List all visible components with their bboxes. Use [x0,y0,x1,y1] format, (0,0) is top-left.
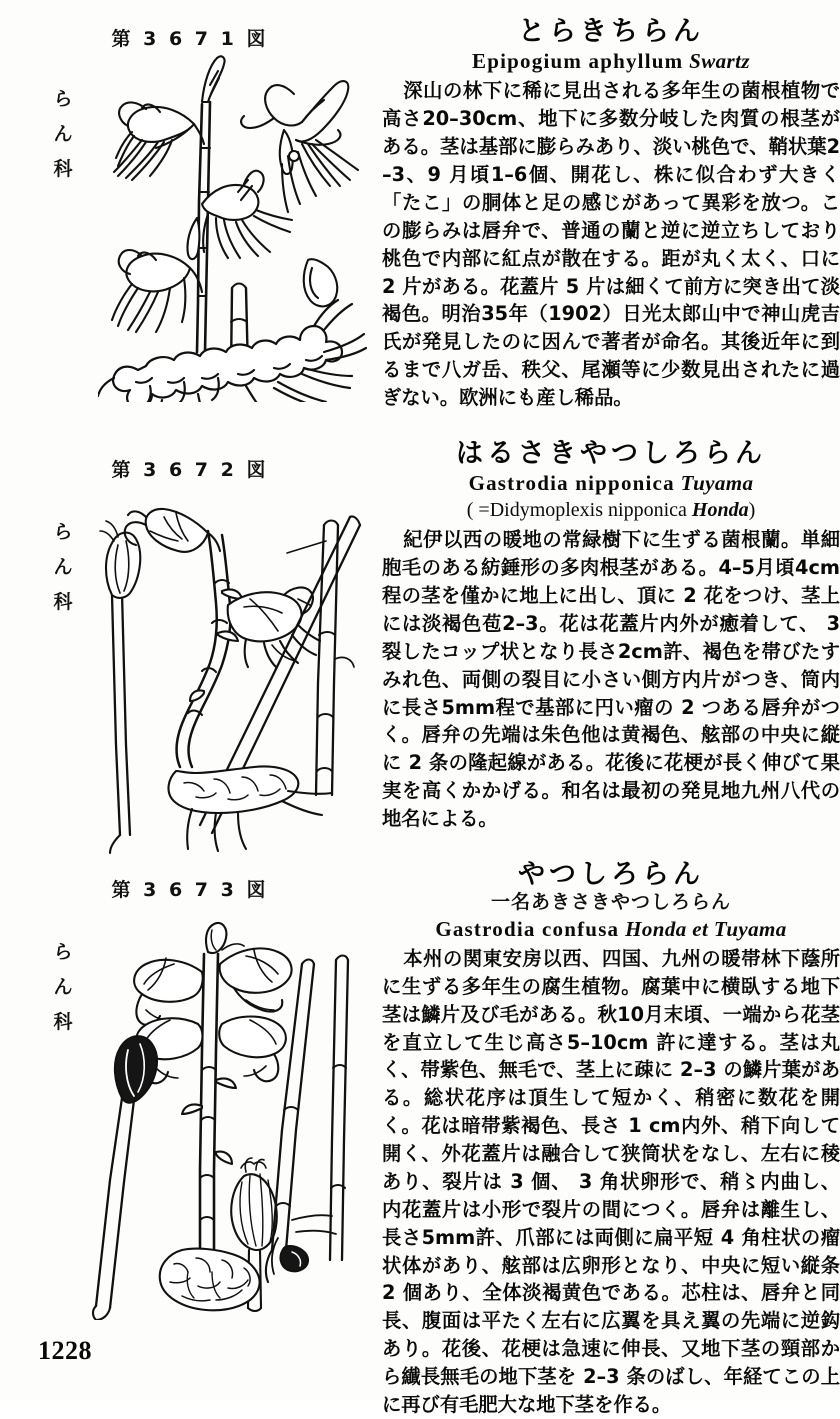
synonym-name: Didymoplexis nipponica [489,499,687,522]
family-label-orchidaceae-1 [48,82,78,187]
synonym-line-2 [382,497,840,524]
species-entry-epipogium-aphyllum [382,0,840,412]
figure-illustration-3671 [98,52,368,402]
species-entry-gastrodia-nipponica [382,438,840,833]
synonym-open-paren: ( = [466,499,490,522]
page-number: 1228 [38,1336,92,1365]
family-label-orchidaceae-2 [48,515,78,620]
family-char-2: ん [53,556,73,579]
scientific-name-1 [382,47,840,75]
family-char-1: ら [53,521,73,543]
scientific-name-3 [382,915,840,943]
family-char-2: ん [53,976,73,999]
japanese-name-1: とらきちらん [518,16,704,47]
family-char-2: ん [53,123,73,146]
family-char-1: ら [53,941,73,963]
figure-caption-3671: 第 3 6 7 1 図 [111,28,269,50]
genus-species-2: Gastrodia nipponica [468,470,675,495]
synonym-author: Honda [691,499,749,522]
japanese-alt-name-3: 一名あきさきやつしろらん [490,890,731,913]
scientific-name-2 [382,469,840,497]
family-char-3: 科 [53,591,73,614]
family-char-3: 科 [53,1011,73,1034]
illustration-column [0,0,378,1400]
description-paragraph-3: 本州の関東安房以西、四国、九州の暖帯林下蔭所に生ずる多年生の腐生植物。腐葉中に横臥する地下茎は鱗片及び毛がある。秋10月末頃、一端から花茎を直立して生じ高さ5–10cm 許に達する。茎は丸く、帯紫色、無毛で、茎上に疎に 2–3 の鱗片葉がある。総状花序は頂生して短かく、稍密に数花を開く。花は暗帯紫褐色、長さ 1 cm内外、稍下向して開く、外花蓋片は融合して狭筒状をなし、左右に稜あり、裂片は 3 個、 3 角状卵形で、稍〻内曲し、内花蓋片は小形で裂片の間につく。唇弁は離生し、長さ5mm許、爪部には両側に扁平短 4 角柱状の瘤状体があり、舷部は広卵形となり、中央に短い縦条 2 個あり、全体淡褐黄色である。芯柱は、唇弁と同長、腹面は平たく左右に広翼を具え翼の先端に逆鈎あり。花後、花梗は急速に伸長、又地下茎の頸部から纎長無毛の地下茎を 2–3 条のばし、年経てこの上に再び有毛肥大な地下茎を作る。 [382,946,840,1416]
family-label-orchidaceae-3 [48,935,78,1040]
description-paragraph-2: 紀伊以西の暖地の常緑樹下に生ずる菌根蘭。単細胞毛のある紡錘形の多肉根茎がある。4–5月頃4cm程の茎を僅かに地上に出し、頂に 2 花をつけ、茎上には淡褐色苞2–3。花は花蓋片内外が癒着して、 3 裂したコップ状となり長さ2cm許、褐色を帯びたすみれ色、両側の裂目に小さい側方内片がつき、筒内に長さ5mm程で基部に円い瘤の 2 つある唇弁がつく。唇弁の先端は朱色他は黄褐色、舷部の中央に縦に 2 条の隆起線がある。花後に花梗が長く伸びて果実を高くかかげる。和名は最初の発見地九州八代の地名による。 [382,528,840,831]
figure-caption-3673: 第 3 6 7 3 図 [111,879,269,901]
author-citation-1: Swartz [689,49,750,74]
genus-species-1: Epipogium aphyllum [472,49,684,74]
family-char-3: 科 [53,158,73,181]
figure-illustration-3672 [88,495,368,855]
species-entry-gastrodia-confusa [382,859,840,1419]
description-paragraph-1: 深山の林下に稀に見出される多年生の菌根植物で高さ20–30cm、地下に多数分岐した肉質の根茎がある。茎は基部に膨らみあり、淡い桃色で、鞘状葉2–3、9 月頃1–6個、開花し、株に似合わず大きく「たこ」の胴体と足の感じがあって異彩を放つ。この膨らみは唇弁で、普通の蘭と逆に逆立ちしており桃色で内部に紅点が散在する。距が丸く太く、口に 2 片がある。花蓋片 5 片は細くて前方に突き出て淡褐色。明治35年（1902）日光太郎山中で神山虎吉氏が発見したのに因んで著者が命名。其後近年に到るまで八ガ岳、秩父、尾瀬等に少数見出されたに過ぎない。欧洲にも産し稀品。 [382,79,840,410]
text-column [382,0,840,1416]
genus-species-3: Gastrodia confusa [435,916,620,941]
japanese-name-3: やつしろらん [518,858,704,890]
japanese-name-2: はるさきやつしろらん [456,437,766,469]
author-citation-2: Tuyama [680,470,754,495]
author-citation-3: Honda et Tuyama [625,916,787,941]
figure-caption-3672: 第 3 6 7 2 図 [111,459,269,481]
figure-illustration-3673 [86,920,372,1320]
synonym-close-paren: ) [748,499,756,522]
family-char-1: ら [53,88,73,110]
